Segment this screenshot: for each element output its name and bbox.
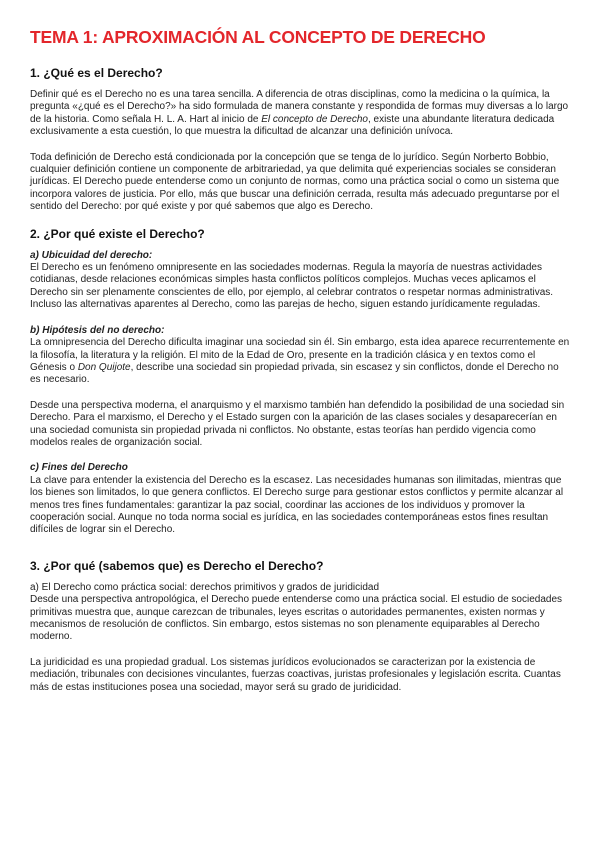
subsection-2c-title: c) Fines del Derecho (30, 462, 128, 474)
subsection-2c-text: La clave para entender la existencia del Derecho es la escasez. Las necesidades humanas son ilimitadas, mientras que los bienes son limitados, lo que genera conflictos. El Derecho surge para gestionar estos conflictos y permite alcanzar al menos tres fines fundamentales: garantizar la paz social, coordinar las acciones de los individuos y promover la cooperación social. Aunque no toda norma social es jurídica, en las sociedades contemporáneas estos fines resultan difíciles de lograr sin el Derecho. (30, 474, 564, 536)
subsection-2a-text: El Derecho es un fenómeno omnipresente en las sociedades modernas. Regula la mayoría de nuestras actividades cotidianas, desde relaciones económicas simples hasta conflictos políticos complejos. Muchas veces aplicamos el Derecho sin ser plenamente conscientes de ello, por ejemplo, al celebrar contratos o respetar normas administrativas. Incluso las alternativas aparentes al Derecho, como las parejas de hecho, siguen estando jurídicamente reguladas. (30, 262, 554, 311)
subsection-3a-text: Desde una perspectiva antropológica, el Derecho puede entenderse como una práctica social. El estudio de sociedades primitivas muestra que, aunque carezcan de tribunales, leyes escritas o autoridades permanentes, existen normas y mecanismos de resolución de conflictos. Sin embargo, estos sistemas no son plenamente equiparables al Derecho moderno. (30, 594, 563, 643)
subsection-2b-paragraph-2: Desde una perspectiva moderna, el anarquismo y el marxismo también han defendido la posibilidad de una sociedad sin Derecho. Para el marxismo, el Derecho y el Estado surgen con la aparición de las clases sociales y desaparecerían en una sociedad comunista sin propiedad privada ni conflictos. No obstante, estas teorías han perdido vigencia como modelos reales de organización social. (30, 399, 565, 448)
section-1-paragraph-1: Definir qué es el Derecho no es una tarea sencilla. A diferencia de otras disciplinas, como la medicina o la química, la pregunta «¿qué es el Derecho?» ha sido formulada de manera constante y respondida de formas muy diversas a lo largo de la historia. Como señala H. L. A. Hart al inicio de El concepto de Derecho, existe una abundante literatura dedicada exclusivamente a esta cuestión, lo que muestra la dificultad de alcanzar una definición unívoca. (30, 89, 569, 138)
book-title: Don Quijote (77, 361, 131, 373)
section-1-heading: 1. ¿Qué es el Derecho? (30, 66, 163, 80)
subsection-3a-paragraph-2: La juridicidad es una propiedad gradual. Los sistemas jurídicos evolucionados se caracterizan por la existencia de mediación, tribunales con decisiones vinculantes, fuerzas coactivas, juristas profesionales y legislación escrita. Cuantas más de estas instituciones posea una sociedad, mayor será su grado de juridicidad. (30, 656, 561, 693)
subsection-3a-title: a) El Derecho como práctica social: derechos primitivos y grados de juridicidad (30, 581, 380, 593)
subsection-2a (30, 250, 570, 312)
document-title: TEMA 1: APROXIMACIÓN AL CONCEPTO DE DERECHO (30, 27, 486, 47)
subsection-3a (30, 582, 570, 694)
section-3-heading: 3. ¿Por qué (sabemos que) es Derecho el Derecho? (30, 558, 324, 573)
subsection-2b (30, 325, 570, 450)
subsection-2b-text: La omnipresencia del Derecho dificulta imaginar una sociedad sin él. Sin embargo, esta idea aparece recurrentemente en la filosofía, la literatura y la religión. El mito de la Edad de Oro, presente en la tradición clásica y en textos como el Génesis o Don Quijote, describe una sociedad sin propiedad privada, sin escasez y sin conflictos, donde el Derecho no es necesario. (30, 337, 570, 386)
subsection-2c (30, 462, 570, 536)
subsection-2b-title: b) Hipótesis del no derecho: (30, 324, 165, 336)
section-2-heading: 2. ¿Por qué existe el Derecho? (30, 226, 205, 241)
section-1-paragraph-2: Toda definición de Derecho está condicionada por la concepción que se tenga de lo jurídico. Según Norberto Bobbio, cualquier definición contiene un componente de arbitrariedad, ya que delimita qué experiencias sociales se consideran jurídicas. El Derecho puede entenderse como un conjunto de normas, como una práctica social o como un sistema que incorpora valores de justicia. Por ello, más que buscar una definición cerrada, resulta más adecuado preguntarse por el sentido del Derecho: por qué existe y por qué sabemos que algo es Derecho. (30, 151, 560, 213)
book-title: El concepto de Derecho (261, 113, 368, 125)
subsection-2a-title: a) Ubicuidad del derecho: (30, 249, 153, 261)
